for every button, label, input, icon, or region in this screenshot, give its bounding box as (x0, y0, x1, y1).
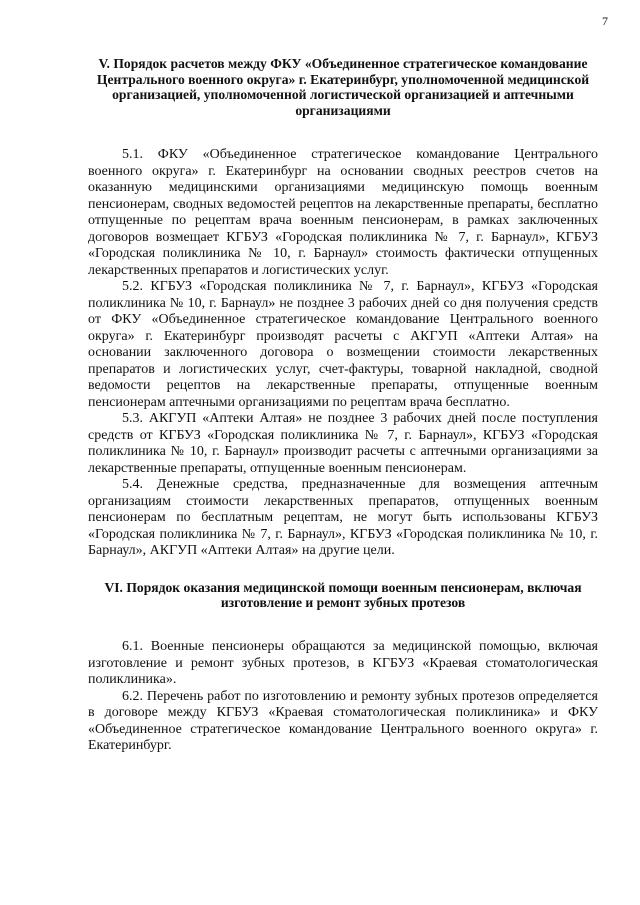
page-number: 7 (602, 14, 608, 28)
paragraph-5-3: 5.3. АКГУП «Аптеки Алтая» не позднее 3 рабочих дней после поступления средств от КГБУЗ «Городская поликлиника № 7, г. Барнаул», КГБУЗ «Городская поликлиника № 10, г. Барнаул» производит расчеты с аптечными организациями за лекарственные препараты, отпущенные военным пенсионерам. (88, 411, 598, 476)
document-body (88, 56, 598, 755)
paragraph-6-1: 6.1. Военные пенсионеры обращаются за медицинской помощью, включая изготовление и ремонт зубных протезов, в КГБУЗ «Краевая стоматологическая поликлиника». (88, 639, 598, 688)
paragraph-6-2: 6.2. Перечень работ по изготовлению и ремонту зубных протезов определяется в договоре между КГБУЗ «Краевая стоматологическая поликлиника» и ФКУ «Объединенное стратегическое командование Центрального военного округа» г. Екатеринбург. (88, 688, 598, 754)
section-6-heading: VI. Порядок оказания медицинской помощи военным пенсионерам, включая изготовление и ремонт зубных протезов (104, 579, 582, 611)
paragraph-5-1: 5.1. ФКУ «Объединенное стратегическое командование Центрального военного округа» г. Екатеринбург на основании сводных реестров счетов на оказанную медицинскими организациями медицинскую помощь военным пенсионерам, сводных ведомостей рецептов на лекарственные препараты, бесплатно отпущенные по рецептам врача военным пенсионерам, в рамках заключенных договоров возмещает КГБУЗ «Городская поликлиника № 7, г. Барнаул», КГБУЗ «Городская поликлиника № 10, г. Барнаул» стоимость фактически отпущенных лекарственных препаратов и логистических услуг. (88, 147, 598, 278)
paragraph-5-4: 5.4. Денежные средства, предназначенные для возмещения аптечным организациям стоимости лекарственных препаратов, отпущенных военным пенсионерам по бесплатным рецептам, не могут быть использованы КГБУЗ «Городская поликлиника № 7, г. Барнаул», КГБУЗ «Городская поликлиника № 10, г. Барнаул», АКГУП «Аптеки Алтая» на другие цели. (88, 477, 598, 559)
paragraph-5-2: 5.2. КГБУЗ «Городская поликлиника № 7, г. Барнаул», КГБУЗ «Городская поликлиника № 10, г. Барнаул» не позднее 3 рабочих дней со дня получения средств от ФКУ «Объединенное стратегическое командование Центрального военного округа» г. Екатеринбург производят расчеты с АКГУП «Аптеки Алтая» на основании заключенного договора о возмещении стоимости лекарственных препаратов и логистических услуг, счет-фактуры, товарной накладной, сводной ведомости рецептов на лекарственные препараты, отпущенные военным пенсионерам аптечными организациями по рецептам врача бесплатно. (88, 279, 598, 410)
section-5-heading: V. Порядок расчетов между ФКУ «Объединенное стратегическое командование Центрального военного округа» г. Екатеринбург, уполномоченной медицинской организацией, уполномоченной логистической организацией и аптечными организациями (96, 56, 590, 118)
